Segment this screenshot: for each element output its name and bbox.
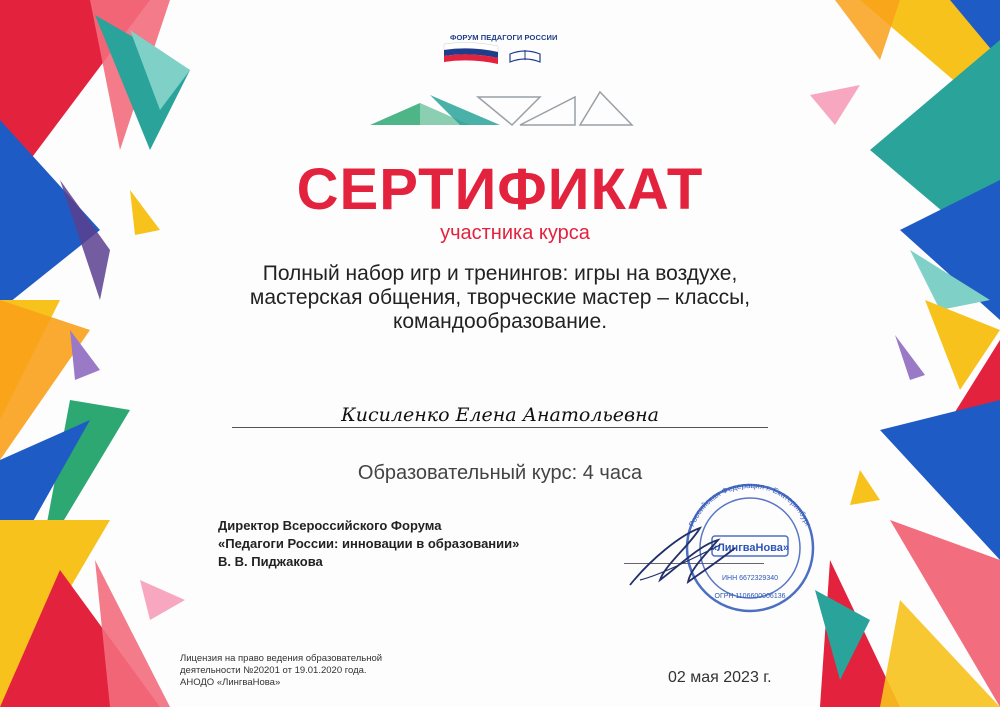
certificate-title: СЕРТИФИКАТ: [296, 157, 704, 222]
license-line: АНОДО «ЛингваНова»: [180, 677, 281, 688]
course-line: мастерская общения, творческие мастер – классы,: [249, 286, 751, 309]
left-decoration: [0, 0, 200, 707]
stamp-center-text: «ЛингваНова»: [710, 542, 790, 554]
license-line: деятельности №20201 от 19.01.2020 года.: [180, 665, 367, 676]
certificate-subtitle: участника курса: [440, 222, 590, 244]
course-description: [200, 262, 800, 334]
course-line: командообразование.: [392, 310, 608, 333]
director-organization: «Педагоги России: инновации в образовании»: [218, 536, 520, 551]
participant-name: Кисиленко Елена Анатольевна: [341, 404, 659, 426]
stamp-ogrn: ОГРН 1106600006136: [714, 593, 786, 600]
name-underline: [232, 427, 768, 428]
stamp-ring-text: Российская Федерация г. Екатеринбург: [687, 480, 813, 529]
issue-date: 02 мая 2023 г.: [668, 669, 772, 686]
stamp-inn: ИНН 6672329340: [721, 575, 779, 582]
course-line: Полный набор игр и тренингов: игры на воздухе,: [262, 262, 738, 285]
director-title: Директор Всероссийского Форума: [218, 518, 442, 533]
svg-text:Российская Федерация г. Екатер: [687, 481, 813, 528]
logo-text: ФОРУМ ПЕДАГОГИ РОССИИ: [450, 33, 558, 42]
forum-logo: [440, 30, 560, 70]
director-name: В. В. Пиджакова: [218, 554, 323, 569]
signature-scribble: [630, 528, 735, 585]
license-line: Лицензия на право ведения образовательной: [180, 653, 383, 664]
course-hours: Образовательный курс: 4 часа: [357, 462, 643, 484]
signature-line: [624, 563, 764, 564]
